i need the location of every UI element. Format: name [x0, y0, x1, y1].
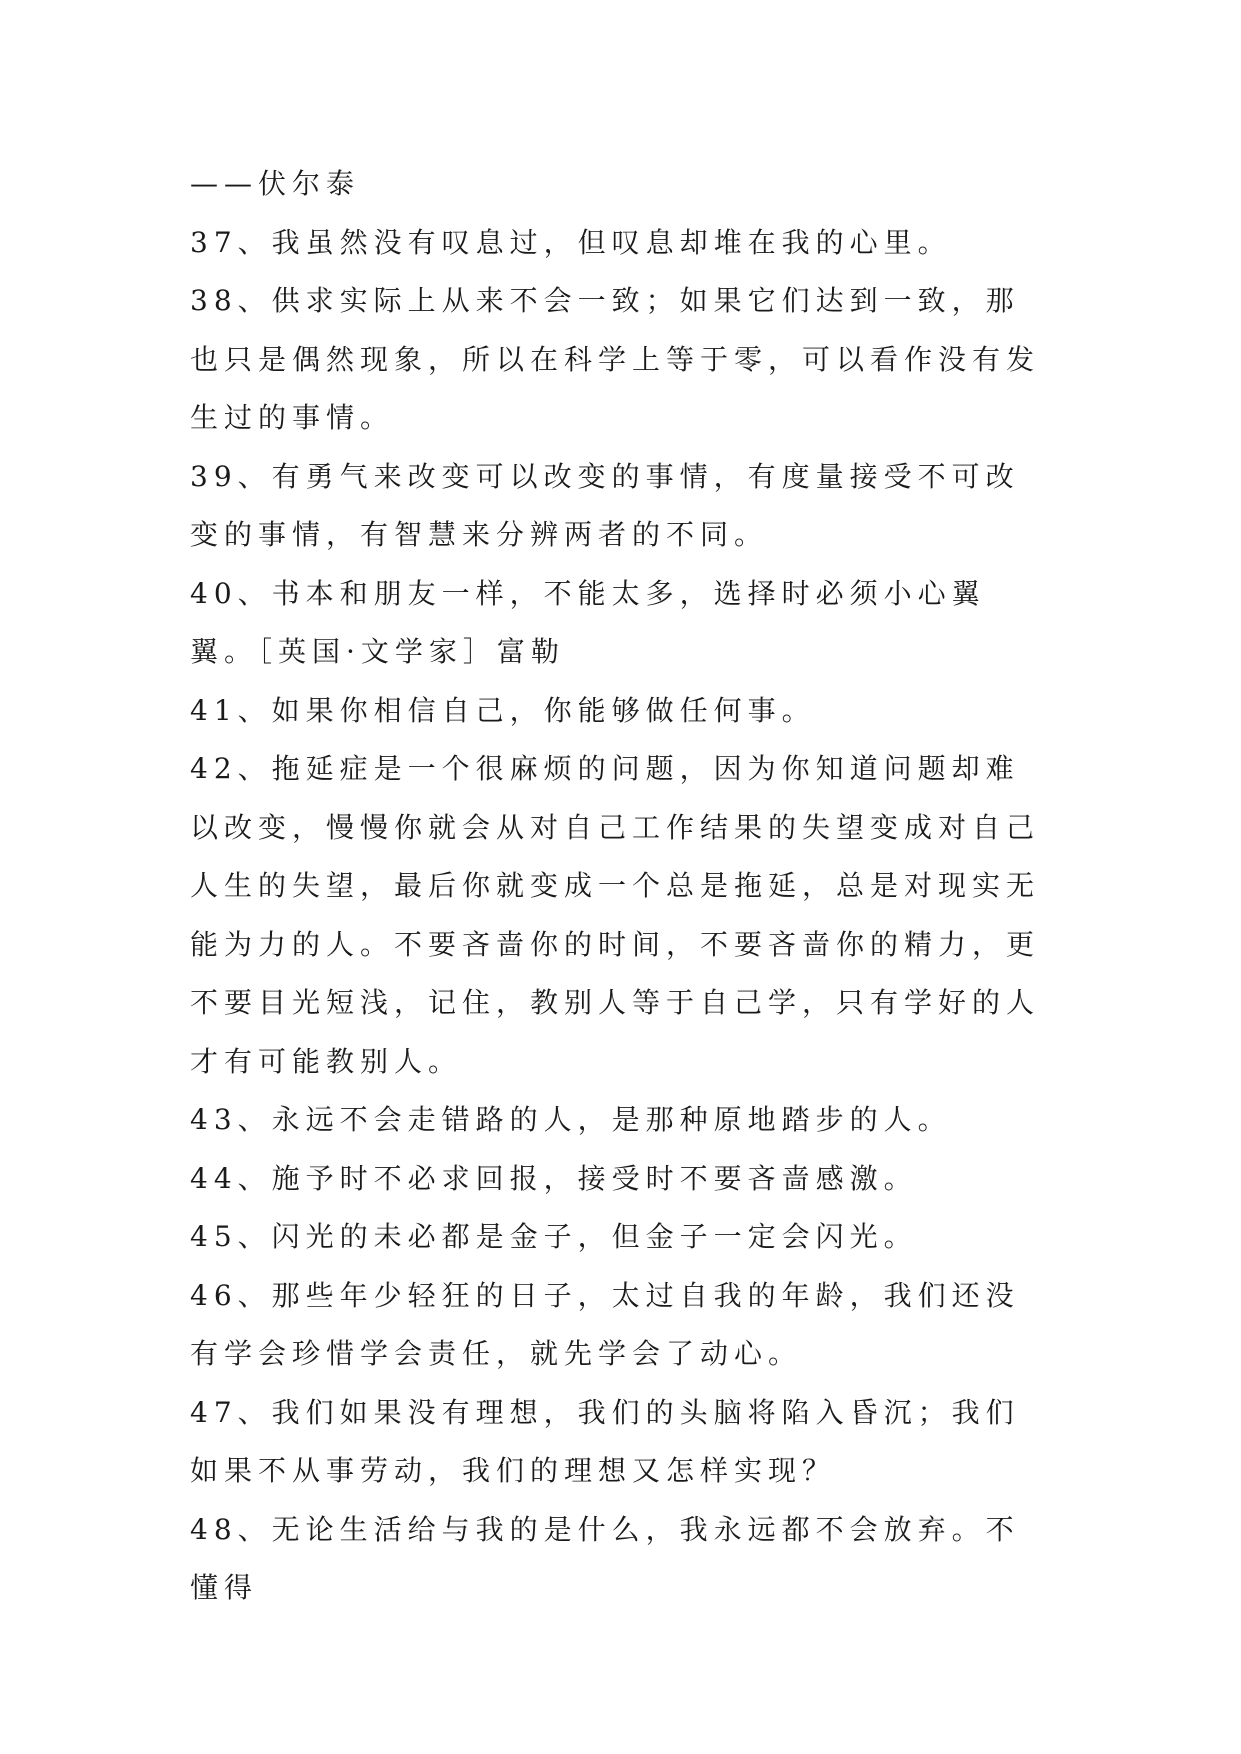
quote-40: 40、书本和朋友一样，不能太多，选择时必须小心翼翼。［英国·文学家］富勒 [190, 576, 986, 668]
quote-42: 42、拖延症是一个很麻烦的问题，因为你知道问题却难以改变，慢慢你就会从对自己工作结果的失望变成对自己人生的失望，最后你就变成一个总是拖延，总是对现实无能为力的人。不要吝啬你的时间，不要吝啬你的精力，更不要目光短浅，记住，教别人等于自己学，只有学好的人才有可能教别人。 [190, 752, 1041, 1078]
quote-43: 43、永远不会走错路的人，是那种原地踏步的人。 [190, 1103, 952, 1136]
attribution-line: ——伏尔泰 [190, 167, 361, 200]
quote-38: 38、供求实际上从来不会一致；如果它们达到一致，那也只是偶然现象，所以在科学上等于零，可以看作没有发生过的事情。 [190, 284, 1041, 434]
quote-37: 37、我虽然没有叹息过，但叹息却堆在我的心里。 [190, 225, 952, 259]
quote-48: 48、无论生活给与我的是什么，我永远都不会放弃。不懂得 [190, 1512, 1020, 1604]
quote-45: 45、闪光的未必都是金子，但金子一定会闪光。 [190, 1220, 918, 1253]
document-body [190, 155, 1052, 1618]
quote-44: 44、施予时不必求回报，接受时不要吝啬感激。 [190, 1161, 918, 1195]
quote-39: 39、有勇气来改变可以改变的事情，有度量接受不可改变的事情，有智慧来分辨两者的不同。 [190, 459, 1020, 551]
quote-41: 41、如果你相信自己，你能够做任何事。 [190, 693, 816, 727]
quote-47: 47、我们如果没有理想，我们的头脑将陷入昏沉；我们如果不从事劳动，我们的理想又怎样实现？ [190, 1395, 1020, 1487]
quote-46: 46、那些年少轻狂的日子，太过自我的年龄，我们还没有学会珍惜学会责任，就先学会了动心。 [190, 1278, 1020, 1370]
